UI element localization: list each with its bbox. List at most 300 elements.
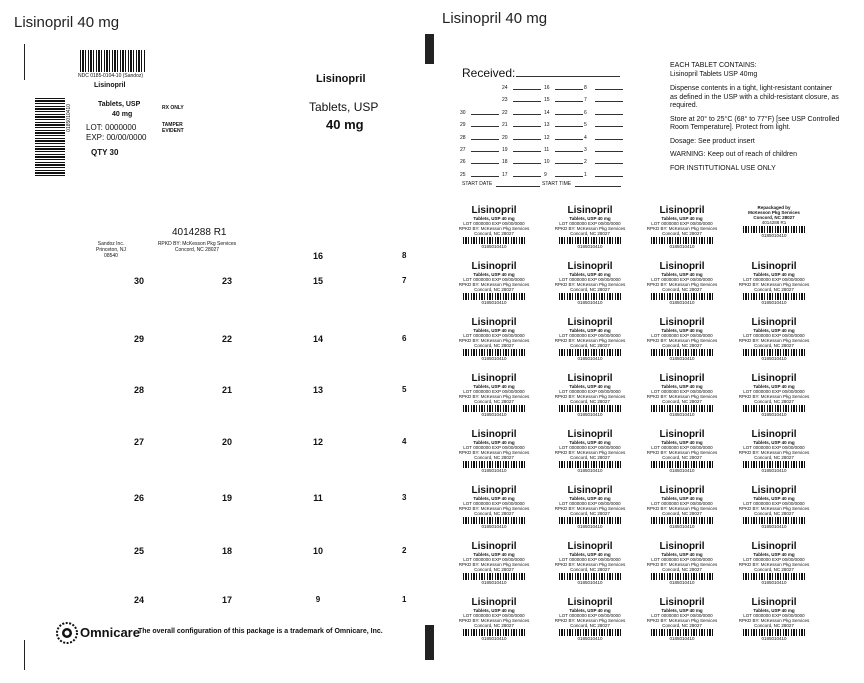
label-name: Lisinopril bbox=[471, 485, 517, 496]
count-number: 8 bbox=[584, 85, 587, 91]
label-name: Lisinopril bbox=[471, 373, 517, 384]
label-barcode bbox=[463, 461, 525, 468]
unit-dose-label bbox=[452, 373, 536, 417]
grid-num: 4 bbox=[402, 437, 407, 446]
label-lot-exp: LOT 0000000 EXP 00/00/0000 bbox=[651, 389, 713, 394]
count-line bbox=[555, 176, 583, 177]
rpkd-text: RPKD BY: McKesson Pkg Services Concord, NC 28027 bbox=[157, 241, 237, 253]
grid-num: 24 bbox=[133, 595, 144, 605]
label-lot-exp: LOT 0000000 EXP 00/00/0000 bbox=[559, 501, 621, 506]
label-code: 0185010410 bbox=[761, 356, 787, 361]
label-city: Concord, NC 28027 bbox=[662, 231, 702, 236]
label-lot-exp: LOT 0000000 EXP 00/00/0000 bbox=[651, 277, 713, 282]
label-name: Lisinopril bbox=[471, 261, 517, 272]
grid-num: 5 bbox=[402, 385, 407, 394]
card-code: 4014288 R1 bbox=[172, 227, 227, 238]
label-barcode bbox=[743, 629, 805, 636]
institutional: FOR INSTITUTIONAL USE ONLY bbox=[670, 164, 776, 172]
label-barcode bbox=[559, 349, 621, 356]
grid-num: 15 bbox=[312, 276, 323, 286]
label-city: Concord, NC 28027 bbox=[474, 399, 514, 404]
tamper-text: TAMPER bbox=[162, 122, 183, 128]
label-rpkd: RPKD BY: McKesson Pkg Services bbox=[738, 338, 810, 343]
label-barcode bbox=[559, 461, 621, 468]
repack-line1: Repackaged by bbox=[757, 205, 791, 210]
unit-dose-label bbox=[452, 261, 536, 305]
label-lot-exp: LOT 0000000 EXP 00/00/0000 bbox=[651, 501, 713, 506]
grid-num: 13 bbox=[312, 385, 323, 395]
count-line bbox=[555, 139, 583, 140]
label-code: 0185010410 bbox=[761, 412, 787, 417]
each-tablet: EACH TABLET CONTAINS: bbox=[670, 62, 757, 69]
vertical-code: 0185010410 bbox=[66, 104, 72, 132]
count-line bbox=[471, 126, 499, 127]
label-rpkd: RPKD BY: McKesson Pkg Services bbox=[554, 618, 626, 623]
count-line bbox=[471, 151, 499, 152]
label-barcode bbox=[559, 517, 621, 524]
ndc-barcode bbox=[80, 50, 146, 72]
unit-dose-label bbox=[640, 261, 724, 305]
label-barcode bbox=[463, 629, 525, 636]
count-number: 9 bbox=[544, 171, 547, 178]
label-name: Lisinopril bbox=[567, 317, 613, 328]
label-barcode bbox=[651, 461, 713, 468]
label-city: Concord, NC 28027 bbox=[570, 287, 610, 292]
label-code: 0185010410 bbox=[577, 412, 603, 417]
label-form: Tablets, USP 40 mg bbox=[473, 440, 515, 445]
label-rpkd: RPKD BY: McKesson Pkg Services bbox=[458, 394, 530, 399]
label-barcode bbox=[559, 573, 621, 580]
label-lot-exp: LOT 0000000 EXP 00/00/0000 bbox=[463, 557, 525, 562]
grid-num: 30 bbox=[133, 276, 144, 286]
label-code: 0185010410 bbox=[481, 244, 507, 249]
label-rpkd: RPKD BY: McKesson Pkg Services bbox=[554, 282, 626, 287]
label-city: Concord, NC 28027 bbox=[570, 231, 610, 236]
label-name: Lisinopril bbox=[751, 597, 797, 608]
unit-dose-label bbox=[640, 541, 724, 585]
label-form: Tablets, USP 40 mg bbox=[661, 328, 703, 333]
label-code: 0185010410 bbox=[761, 468, 787, 473]
unit-dose-label bbox=[640, 373, 724, 417]
received-label: Received: bbox=[462, 66, 516, 80]
label-form: Tablets, USP 40 mg bbox=[569, 216, 611, 221]
manufacturer bbox=[91, 241, 131, 259]
label-code: 0185010410 bbox=[481, 300, 507, 305]
label-code: 0185010410 bbox=[761, 524, 787, 529]
label-name: Lisinopril bbox=[659, 261, 705, 272]
start-date-line bbox=[496, 186, 540, 187]
label-city: Concord, NC 28027 bbox=[474, 343, 514, 348]
label-form: Tablets, USP 40 mg bbox=[569, 328, 611, 333]
unit-dose-label bbox=[732, 373, 816, 417]
label-rpkd: RPKD BY: McKesson Pkg Services bbox=[646, 562, 718, 567]
label-barcode bbox=[559, 629, 621, 636]
count-line bbox=[555, 151, 583, 152]
label-city: Concord, NC 28027 bbox=[754, 623, 794, 628]
label-form: Tablets, USP 40 mg bbox=[569, 552, 611, 557]
unit-dose-label bbox=[548, 261, 632, 305]
label-form: Tablets, USP 40 mg bbox=[661, 272, 703, 277]
label-rpkd: RPKD BY: McKesson Pkg Services bbox=[738, 506, 810, 511]
unit-dose-label bbox=[548, 485, 632, 529]
label-name: Lisinopril bbox=[751, 541, 797, 552]
label-barcode bbox=[743, 293, 805, 300]
label-code: 0185010410 bbox=[481, 412, 507, 417]
omnicare-logo-icon bbox=[56, 622, 78, 644]
unit-dose-label bbox=[548, 205, 632, 249]
label-rpkd: RPKD BY: McKesson Pkg Services bbox=[738, 618, 810, 623]
unit-dose-label bbox=[732, 429, 816, 473]
label-form: Tablets, USP 40 mg bbox=[753, 384, 795, 389]
label-barcode bbox=[651, 237, 713, 244]
label-code: 0185010410 bbox=[761, 233, 787, 238]
label-lot-exp: LOT 0000000 EXP 00/00/0000 bbox=[463, 501, 525, 506]
left-header-title: Lisinopril 40 mg bbox=[14, 14, 120, 31]
right-header-title: Lisinopril 40 mg bbox=[442, 10, 548, 27]
unit-dose-label bbox=[548, 373, 632, 417]
label-city: Concord, NC 28027 bbox=[662, 567, 702, 572]
label-lot-exp: LOT 0000000 EXP 00/00/0000 bbox=[651, 333, 713, 338]
label-code: 0185010410 bbox=[577, 636, 603, 641]
count-number: 1 bbox=[584, 171, 587, 178]
label-code: 0185010410 bbox=[481, 524, 507, 529]
label-barcode bbox=[651, 517, 713, 524]
grid-num: 22 bbox=[221, 334, 232, 344]
label-city: Concord, NC 28027 bbox=[474, 231, 514, 236]
label-form: Tablets, USP 40 mg bbox=[753, 496, 795, 501]
label-city: Concord, NC 28027 bbox=[474, 287, 514, 292]
unit-dose-label bbox=[732, 597, 816, 641]
label-code: 0185010410 bbox=[669, 468, 695, 473]
label-name: Lisinopril bbox=[471, 597, 517, 608]
label-barcode bbox=[743, 573, 805, 580]
label-lot-exp: LOT 0000000 EXP 00/00/0000 bbox=[463, 445, 525, 450]
count-line bbox=[471, 176, 499, 177]
count-number: 23 bbox=[502, 97, 508, 104]
unit-dose-label bbox=[732, 261, 816, 305]
form-small: Tablets, USP bbox=[98, 101, 141, 108]
label-barcode bbox=[651, 293, 713, 300]
label-barcode bbox=[463, 517, 525, 524]
label-lot-exp: LOT 0000000 EXP 00/00/0000 bbox=[651, 557, 713, 562]
label-rpkd: RPKD BY: McKesson Pkg Services bbox=[458, 282, 530, 287]
label-lot-exp: LOT 0000000 EXP 00/00/0000 bbox=[651, 221, 713, 226]
label-form: Tablets, USP 40 mg bbox=[661, 384, 703, 389]
label-barcode bbox=[463, 573, 525, 580]
label-lot-exp: LOT 0000000 EXP 00/00/0000 bbox=[463, 613, 525, 618]
label-rpkd: RPKD BY: McKesson Pkg Services bbox=[458, 506, 530, 511]
label-city: Concord, NC 28027 bbox=[662, 343, 702, 348]
count-line bbox=[471, 139, 499, 140]
label-rpkd: RPKD BY: McKesson Pkg Services bbox=[458, 618, 530, 623]
count-number: 2 bbox=[584, 159, 587, 166]
grid-num: 27 bbox=[133, 437, 144, 447]
grid-num: 26 bbox=[133, 493, 144, 503]
grid-num: 18 bbox=[221, 546, 232, 556]
repack-label bbox=[732, 205, 816, 238]
grid-num: 17 bbox=[221, 595, 232, 605]
grid-num: 8 bbox=[402, 251, 407, 260]
label-rpkd: RPKD BY: McKesson Pkg Services bbox=[738, 450, 810, 455]
label-barcode bbox=[743, 517, 805, 524]
label-form: Tablets, USP 40 mg bbox=[473, 216, 515, 221]
label-barcode bbox=[463, 237, 525, 244]
grid-num: 1 bbox=[402, 595, 407, 604]
count-line bbox=[555, 114, 583, 115]
label-city: Concord, NC 28027 bbox=[570, 343, 610, 348]
label-rpkd: RPKD BY: McKesson Pkg Services bbox=[554, 506, 626, 511]
count-number: 16 bbox=[544, 85, 550, 91]
label-code: 0185010410 bbox=[669, 580, 695, 585]
label-name: Lisinopril bbox=[659, 429, 705, 440]
label-form: Tablets, USP 40 mg bbox=[661, 216, 703, 221]
label-name: Lisinopril bbox=[567, 541, 613, 552]
label-lot-exp: LOT 0000000 EXP 00/00/0000 bbox=[743, 557, 805, 562]
count-number: 3 bbox=[584, 147, 587, 153]
count-number: 19 bbox=[502, 147, 508, 153]
count-line bbox=[555, 101, 583, 102]
label-lot-exp: LOT 0000000 EXP 00/00/0000 bbox=[559, 445, 621, 450]
label-barcode bbox=[651, 573, 713, 580]
count-number: 12 bbox=[544, 134, 550, 141]
label-city: Concord, NC 28027 bbox=[754, 343, 794, 348]
label-barcode bbox=[743, 226, 805, 233]
label-rpkd: RPKD BY: McKesson Pkg Services bbox=[554, 226, 626, 231]
count-line bbox=[595, 139, 623, 140]
label-lot-exp: LOT 0000000 EXP 00/00/0000 bbox=[463, 333, 525, 338]
label-barcode bbox=[743, 461, 805, 468]
grid-num: 6 bbox=[402, 334, 407, 343]
label-code: 0185010410 bbox=[481, 636, 507, 641]
label-lot-exp: LOT 0000000 EXP 00/00/0000 bbox=[463, 389, 525, 394]
evident-text: EVIDENT bbox=[162, 128, 184, 134]
label-name: Lisinopril bbox=[659, 373, 705, 384]
grid-num: 29 bbox=[133, 334, 144, 344]
unit-dose-label bbox=[452, 205, 536, 249]
count-line bbox=[595, 176, 623, 177]
label-barcode bbox=[743, 405, 805, 412]
count-line bbox=[513, 89, 541, 90]
label-form: Tablets, USP 40 mg bbox=[473, 272, 515, 277]
label-code: 0185010410 bbox=[761, 636, 787, 641]
label-code: 0185010410 bbox=[669, 300, 695, 305]
big-drug-name: Lisinopril bbox=[316, 73, 366, 85]
label-barcode bbox=[463, 293, 525, 300]
label-lot-exp: LOT 0000000 EXP 00/00/0000 bbox=[651, 613, 713, 618]
label-form: Tablets, USP 40 mg bbox=[473, 608, 515, 613]
grid-num: 3 bbox=[402, 493, 407, 502]
label-name: Lisinopril bbox=[567, 485, 613, 496]
count-number: 28 bbox=[460, 134, 466, 141]
label-lot-exp: LOT 0000000 EXP 00/00/0000 bbox=[559, 557, 621, 562]
label-name: Lisinopril bbox=[659, 541, 705, 552]
label-city: Concord, NC 28027 bbox=[570, 399, 610, 404]
label-name: Lisinopril bbox=[567, 205, 613, 216]
label-form: Tablets, USP 40 mg bbox=[473, 328, 515, 333]
unit-dose-label bbox=[640, 485, 724, 529]
label-rpkd: RPKD BY: McKesson Pkg Services bbox=[646, 338, 718, 343]
label-form: Tablets, USP 40 mg bbox=[569, 384, 611, 389]
count-number: 24 bbox=[502, 85, 508, 91]
grid-num: 2 bbox=[402, 546, 407, 555]
vertical-barcode bbox=[35, 98, 65, 176]
grid-num: 14 bbox=[312, 334, 323, 344]
label-city: Concord, NC 28027 bbox=[474, 511, 514, 516]
label-lot-exp: LOT 0000000 EXP 00/00/0000 bbox=[743, 277, 805, 282]
label-rpkd: RPKD BY: McKesson Pkg Services bbox=[646, 506, 718, 511]
label-name: Lisinopril bbox=[659, 597, 705, 608]
count-number: 5 bbox=[584, 122, 587, 129]
count-line bbox=[513, 139, 541, 140]
label-city: Concord, NC 28027 bbox=[570, 623, 610, 628]
qty-text: QTY 30 bbox=[91, 148, 119, 157]
label-code: 0185010410 bbox=[669, 244, 695, 249]
label-code: 0185010410 bbox=[481, 468, 507, 473]
count-number: 11 bbox=[544, 147, 550, 153]
count-line bbox=[595, 114, 623, 115]
count-table bbox=[460, 85, 625, 185]
label-form: Tablets, USP 40 mg bbox=[661, 496, 703, 501]
label-form: Tablets, USP 40 mg bbox=[753, 608, 795, 613]
count-line bbox=[513, 151, 541, 152]
partial-column bbox=[402, 245, 410, 625]
label-barcode bbox=[651, 349, 713, 356]
label-city: Concord, NC 28027 bbox=[754, 399, 794, 404]
label-city: Concord, NC 28027 bbox=[474, 623, 514, 628]
count-line bbox=[595, 101, 623, 102]
count-line bbox=[595, 89, 623, 90]
label-city: Concord, NC 28027 bbox=[474, 567, 514, 572]
repack-line3: Concord, NC 28027 bbox=[753, 215, 795, 220]
count-number: 30 bbox=[460, 109, 466, 116]
label-rpkd: RPKD BY: McKesson Pkg Services bbox=[458, 562, 530, 567]
label-form: Tablets, USP 40 mg bbox=[661, 608, 703, 613]
label-rpkd: RPKD BY: McKesson Pkg Services bbox=[554, 394, 626, 399]
label-rpkd: RPKD BY: McKesson Pkg Services bbox=[646, 394, 718, 399]
label-name: Lisinopril bbox=[471, 205, 517, 216]
label-form: Tablets, USP 40 mg bbox=[473, 552, 515, 557]
label-rpkd: RPKD BY: McKesson Pkg Services bbox=[646, 282, 718, 287]
label-code: 0185010410 bbox=[669, 412, 695, 417]
label-name: Lisinopril bbox=[659, 205, 705, 216]
label-form: Tablets, USP 40 mg bbox=[569, 496, 611, 501]
count-line bbox=[471, 163, 499, 164]
label-name: Lisinopril bbox=[751, 485, 797, 496]
registration-mark-top bbox=[425, 34, 434, 64]
label-city: Concord, NC 28027 bbox=[754, 287, 794, 292]
label-lot-exp: LOT 0000000 EXP 00/00/0000 bbox=[559, 389, 621, 394]
unit-dose-label bbox=[452, 541, 536, 585]
received-line bbox=[516, 76, 620, 77]
label-rpkd: RPKD BY: McKesson Pkg Services bbox=[738, 562, 810, 567]
label-name: Lisinopril bbox=[567, 597, 613, 608]
label-form: Tablets, USP 40 mg bbox=[569, 272, 611, 277]
label-code: 0185010410 bbox=[761, 300, 787, 305]
label-form: Tablets, USP 40 mg bbox=[569, 440, 611, 445]
count-line bbox=[555, 126, 583, 127]
registration-mark-bottom bbox=[425, 625, 434, 660]
label-lot-exp: LOT 0000000 EXP 00/00/0000 bbox=[743, 613, 805, 618]
info-block bbox=[670, 62, 840, 173]
label-barcode bbox=[651, 629, 713, 636]
count-number: 22 bbox=[502, 109, 508, 116]
count-number: 10 bbox=[544, 159, 550, 166]
dosage: Dosage: See product insert bbox=[670, 137, 755, 145]
grid-num: 9 bbox=[315, 595, 321, 604]
label-city: Concord, NC 28027 bbox=[662, 287, 702, 292]
label-rpkd: RPKD BY: McKesson Pkg Services bbox=[646, 450, 718, 455]
label-rpkd: RPKD BY: McKesson Pkg Services bbox=[554, 562, 626, 567]
label-code: 0185010410 bbox=[577, 300, 603, 305]
mfr-line1: Sandoz Inc. bbox=[97, 241, 125, 247]
count-number: 7 bbox=[584, 97, 587, 104]
label-barcode bbox=[559, 237, 621, 244]
count-number: 25 bbox=[460, 171, 466, 178]
label-form: Tablets, USP 40 mg bbox=[753, 328, 795, 333]
label-name: Lisinopril bbox=[659, 485, 705, 496]
label-name: Lisinopril bbox=[471, 429, 517, 440]
count-line bbox=[513, 163, 541, 164]
grid-num: 11 bbox=[313, 493, 323, 503]
drug-name-small: Lisinopril bbox=[94, 82, 126, 89]
grid-num: 12 bbox=[312, 437, 323, 447]
unit-dose-label bbox=[548, 317, 632, 361]
label-city: Concord, NC 28027 bbox=[662, 623, 702, 628]
count-line bbox=[595, 163, 623, 164]
label-name: Lisinopril bbox=[751, 429, 797, 440]
label-lot-exp: LOT 0000000 EXP 00/00/0000 bbox=[559, 277, 621, 282]
grid-num: 19 bbox=[221, 493, 232, 503]
label-form: Tablets, USP 40 mg bbox=[661, 440, 703, 445]
repack-line4: 4014288 R1 bbox=[761, 220, 787, 225]
count-line bbox=[555, 89, 583, 90]
unit-dose-label bbox=[548, 541, 632, 585]
count-line bbox=[513, 126, 541, 127]
label-barcode bbox=[463, 349, 525, 356]
label-rpkd: RPKD BY: McKesson Pkg Services bbox=[458, 226, 530, 231]
count-number: 6 bbox=[584, 109, 587, 116]
label-city: Concord, NC 28027 bbox=[474, 455, 514, 460]
label-code: 0185010410 bbox=[669, 524, 695, 529]
unit-dose-label bbox=[732, 317, 816, 361]
label-city: Concord, NC 28027 bbox=[754, 567, 794, 572]
label-name: Lisinopril bbox=[471, 541, 517, 552]
unit-dose-label bbox=[732, 541, 816, 585]
count-line bbox=[513, 114, 541, 115]
label-barcode bbox=[463, 405, 525, 412]
label-rpkd: RPKD BY: McKesson Pkg Services bbox=[458, 338, 530, 343]
count-number: 26 bbox=[460, 159, 466, 166]
lot-text: LOT: 0000000 bbox=[86, 123, 137, 132]
label-barcode bbox=[651, 405, 713, 412]
grid-num: 7 bbox=[402, 276, 407, 285]
label-code: 0185010410 bbox=[577, 356, 603, 361]
count-line bbox=[471, 114, 499, 115]
repack-line2: McKesson Pkg Services bbox=[748, 210, 800, 215]
label-rpkd: RPKD BY: McKesson Pkg Services bbox=[554, 338, 626, 343]
count-number: 15 bbox=[544, 97, 550, 104]
label-form: Tablets, USP 40 mg bbox=[473, 384, 515, 389]
count-number: 17 bbox=[502, 171, 508, 178]
strength-small: 40 mg bbox=[112, 111, 133, 118]
count-number: 29 bbox=[460, 122, 466, 129]
label-form: Tablets, USP 40 mg bbox=[569, 608, 611, 613]
grid-num: 28 bbox=[133, 385, 144, 395]
label-lot-exp: LOT 0000000 EXP 00/00/0000 bbox=[651, 445, 713, 450]
warning: WARNING: Keep out of reach of children bbox=[670, 151, 797, 158]
mfr-line2: Princeton, NJ 08540 bbox=[95, 247, 126, 259]
count-line bbox=[513, 101, 541, 102]
